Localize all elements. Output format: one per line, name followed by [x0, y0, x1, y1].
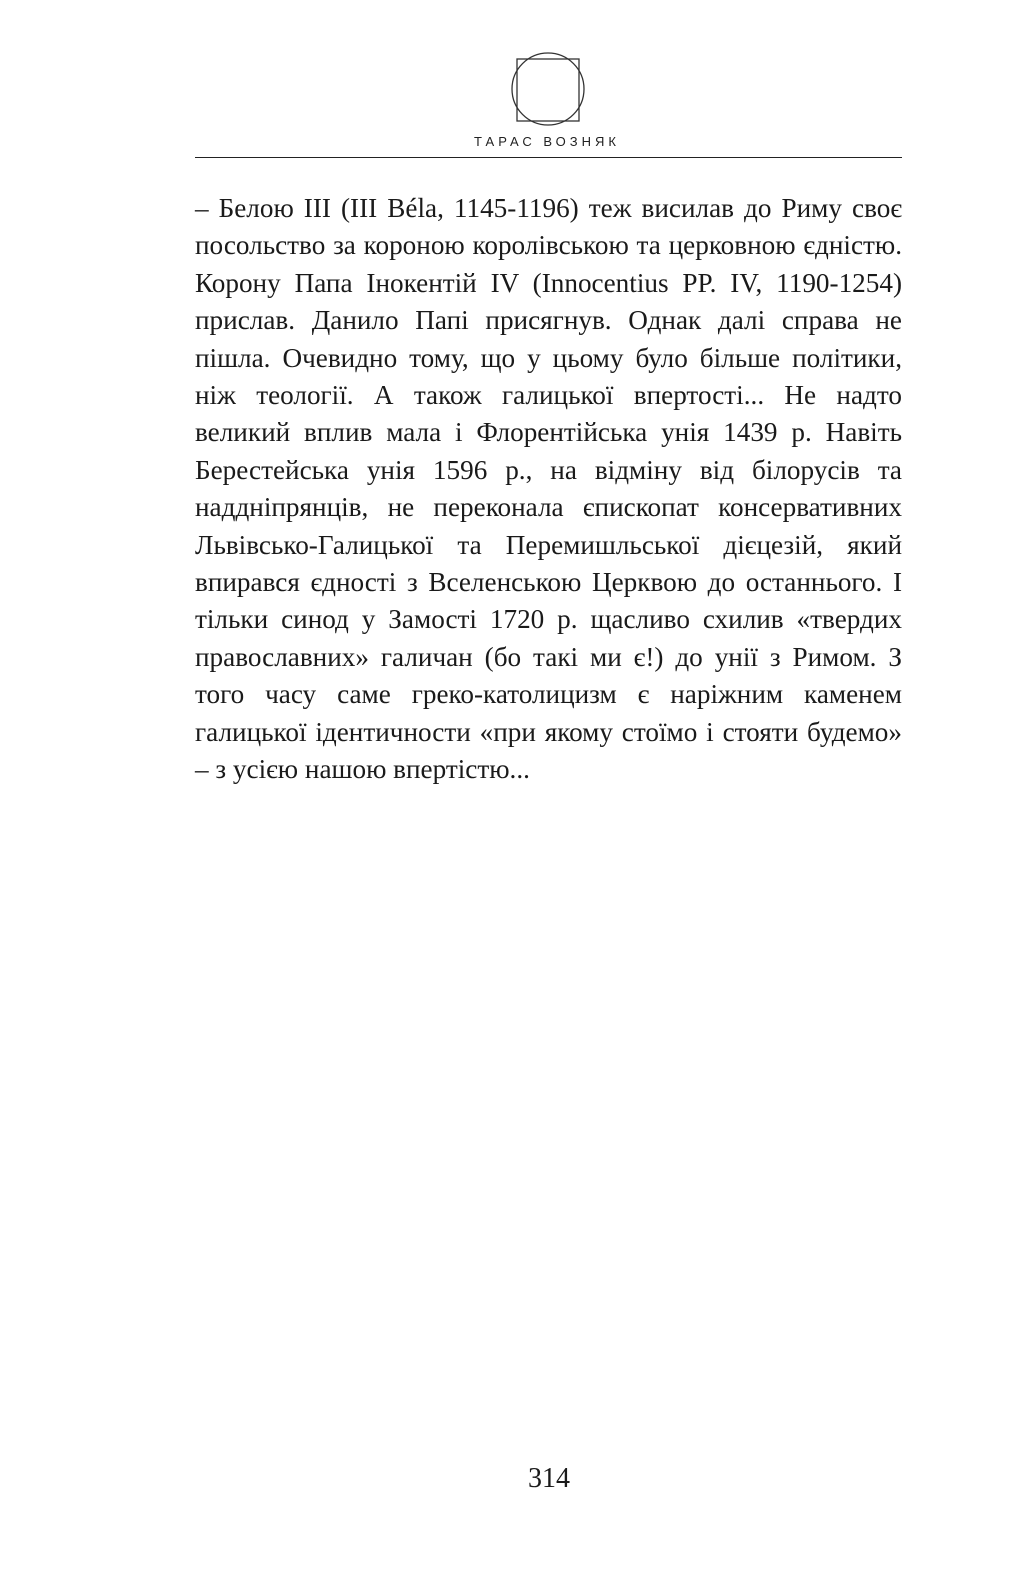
circle-in-square-icon — [510, 46, 586, 134]
running-head-author: ТАРАС ВОЗНЯК — [474, 134, 620, 149]
paragraph: – Белою III (III Béla, 1145-1196) теж висилав до Риму своє посольство за короною королівською та церковною єдністю. Корону Папа Інокентій IV (Innocentius PP. IV, 1190-1254) прислав. Данило Папі присягнув. Однак далі справа не пішла. Очевидно тому, що у цьому було більше політики, ніж теології. А також галицької впертості... Не надто великий вплив мала і Флорентійська унія 1439 р. Навіть Берестейська унія 1596 р., на відміну від білорусів та наддніпрянців, не переконала єпископат консервативних Львівсько-Галицької та Перемишльської дієцезій, який впирався єдності з Вселенською Церквою до останнього. І тільки синод у Замості 1720 р. щасливо схилив «твердих православних» галичан (бо такі ми є!) до унії з Римом. З того часу саме греко-католицизм є наріжним каменем галицької ідентичности «при якому стоїмо і стояти будемо» – з усією нашою впертістю... — [195, 193, 902, 785]
body-text — [195, 190, 902, 789]
page-number: 314 — [528, 1463, 570, 1494]
header-rule — [195, 157, 902, 158]
